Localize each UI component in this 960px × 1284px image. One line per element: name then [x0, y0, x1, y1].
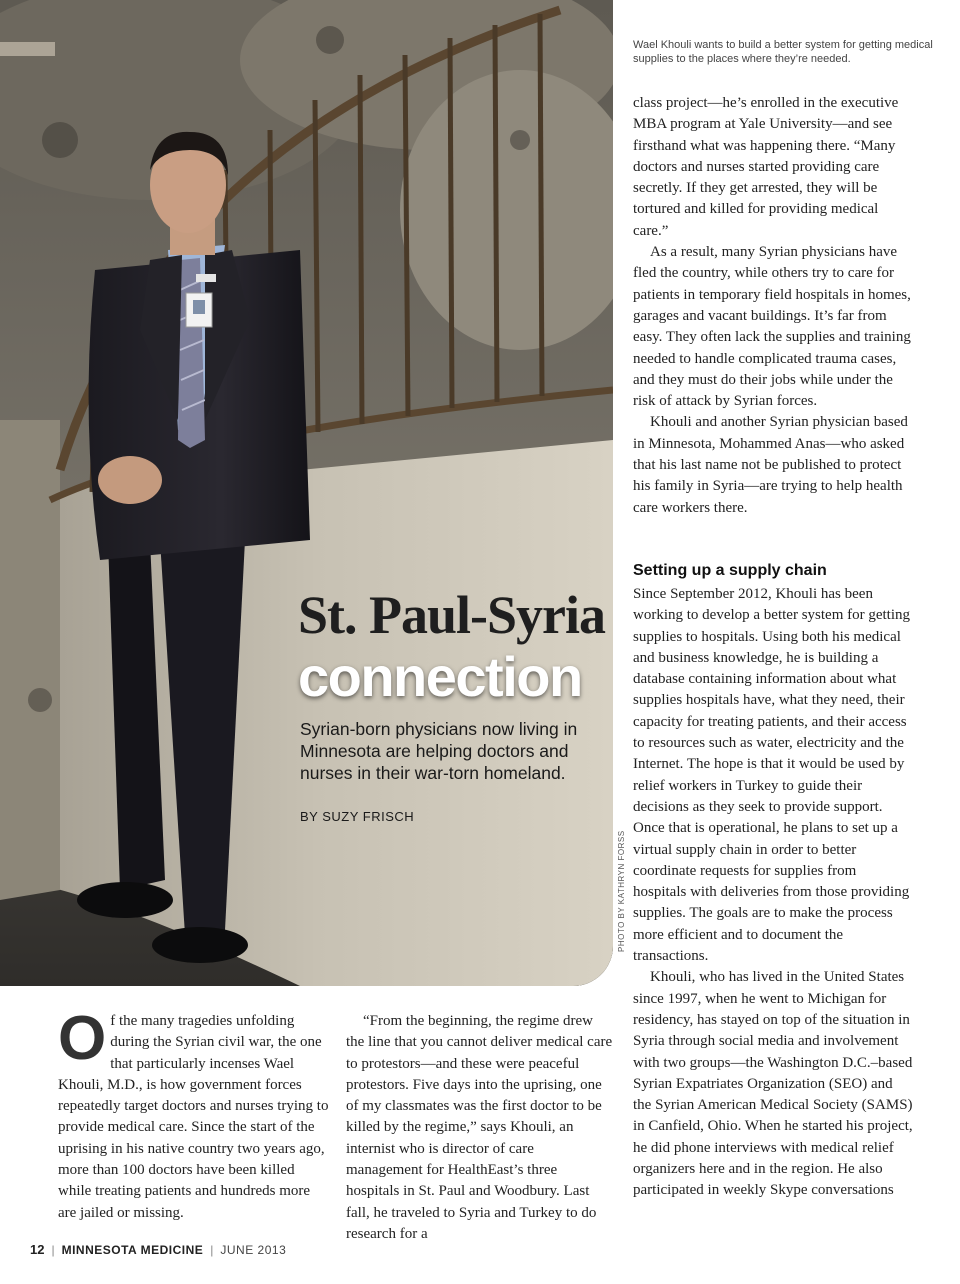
paragraph: Khouli, who has lived in the United States since 1997, when he went to Michigan for residency, has stayed on top of the situation in Syria through social media and involvement with two groups—the Washington D.C.–based Syrian Expatriates Organization (SEO) and the Syrian American Medical Society (SAMS) in Canfield, Ohio. When he started his project, he did phone interviews with medical relief organizers here and in the region. He also participated in weekly Skype conversations [633, 969, 913, 1199]
magazine-name: MINNESOTA MEDICINE [61, 1242, 204, 1257]
deck-subtitle: Syrian-born physicians now living in Minnesota are helping doctors and nurses in their war-torn homeland. [300, 719, 578, 783]
section-subhead: Setting up a supply chain [633, 562, 827, 579]
page-footer [30, 1242, 286, 1257]
paragraph: class project—he’s enrolled in the executive MBA program at Yale University—and see firsthand what was happening there. “Many doctors and nurses started providing care secretly. If they get arrested, they will be tortured and killed for providing medical care.” [633, 95, 899, 239]
body-column-middle [346, 1011, 614, 1245]
body-column-left [58, 1004, 330, 1224]
photo-illustration [0, 0, 613, 986]
page-number: 12 [30, 1242, 45, 1257]
body-column-right-bottom [633, 584, 913, 1202]
drop-cap: O [58, 1004, 107, 1073]
issue-date: JUNE 2013 [220, 1242, 287, 1257]
photo-credit: PHOTO BY KATHRYN FORSS [617, 830, 626, 952]
body-column-right-top [633, 93, 913, 519]
headline-line-2: connection [298, 645, 582, 708]
paragraph: As a result, many Syrian physicians have fled the country, while others try to care for patients in temporary field hospitals in homes, garages and vacant buildings. It’s far from easy. They often lack the supplies and training needed to handle complicated trauma cases, and they must do their jobs while under the risk of attack by Syrian forces. [633, 244, 911, 410]
photo-caption: Wael Khouli wants to build a better system for getting medical supplies to the places where they’re needed. [633, 39, 933, 65]
paragraph: “From the beginning, the regime drew the line that you cannot deliver medical care to protestors—and these were peaceful protestors. Five days into the uprising, one of my classmates was the first doctor to be killed by the regime,” says Khouli, an internist who is director of care management for HealthEast’s three hospitals in St. Paul and Woodbury. Last fall, he traveled to Syria and Turkey to do research for a [346, 1013, 613, 1242]
headline-line-1: St. Paul-Syria [298, 585, 606, 645]
paragraph: Khouli and another Syrian physician based in Minnesota, Mohammed Anas—who asked that his last name not be published to protect his family in Syria—are trying to help health care workers there. [633, 414, 908, 516]
divider: | [51, 1242, 55, 1257]
feature-photo [0, 0, 613, 986]
byline: BY SUZY FRISCH [300, 809, 415, 824]
paragraph: Since September 2012, Khouli has been working to develop a better system for getting supplies to hospitals. Using both his medical and business knowledge, he is building a database containing information about what supplies hospitals have, what they need, their capacity for treating patients, and their access to resources such as water, electricity and the Internet. The hope is that it would be used by relief workers in Turkey to guide their decisions as they seek to provide support. Once that is operational, he plans to set up a virtual supply chain in order to better coordinate requests for supplies from hospitals with deliveries from those providing supplies. The goals are to make the process more efficient and to document the transactions. [633, 586, 911, 965]
divider: | [210, 1242, 214, 1257]
paragraph: f the many tragedies unfolding during the Syrian civil war, the one that particularly incenses Wael Khouli, M.D., is how government forces repeatedly target doctors and nurses trying to provide medical care. Since the start of the uprising in his native country two years ago, more than 100 doctors have been killed while treating patients and hundreds more are jailed or missing. [58, 1013, 329, 1221]
